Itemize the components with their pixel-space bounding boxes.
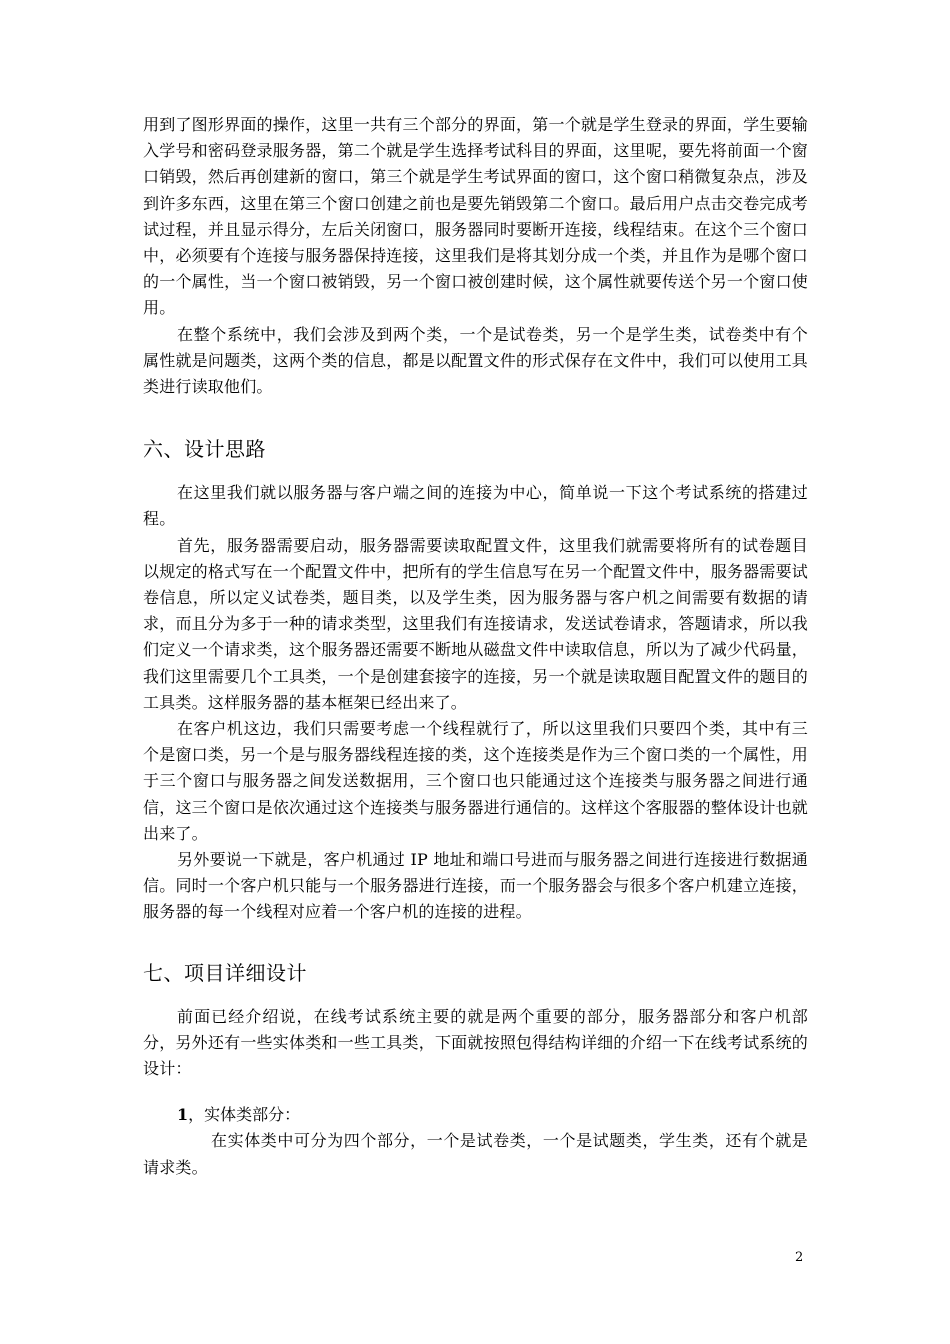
page-body — [143, 112, 808, 1181]
paragraph-detailed-intro: 前面已经介绍说，在线考试系统主要的就是两个重要的部分，服务器部分和客户机部分，另外还有一些实体类和一些工具类，下面就按照包得结构详细的介绍一下在线考试系统的设计： — [143, 1006, 808, 1079]
paragraph-design-intro: 在这里我们就以服务器与客户端之间的连接为中心，简单说一下这个考试系统的搭建过程。 — [143, 483, 808, 529]
paragraph-client-design: 在客户机这边，我们只需要考虑一个线程就行了，所以这里我们只要四个类，其中有三个是窗口类，另一个是与服务器线程连接的类，这个连接类是作为三个窗口类的一个属性，用于三个窗口与服务器之间发送数据用，三个窗口也只能通过这个连接类与服务器之间进行通信，这三个窗口是依次通过这个连接类与服务器进行通信的。这样这个客服器的整体设计也就出来了。 — [143, 719, 808, 843]
page-number: 2 — [795, 1250, 804, 1265]
subsection-title: ，实体类部分： — [188, 1105, 301, 1125]
paragraph-connection-note: 另外要说一下就是，客户机通过 IP 地址和端口号进而与服务器之间进行连接进行数据通信。同时一个客户机只能与一个服务器进行连接，而一个服务器会与很多个客户机建立连接，服务器的每一个线程对应着一个客户机的连接的进程。 — [143, 850, 808, 922]
paragraph-gui-windows: 用到了图形界面的操作，这里一共有三个部分的界面，第一个就是学生登录的界面，学生要输入学号和密码登录服务器，第二个就是学生选择考试科目的界面，这里呢，要先将前面一个窗口销毁，然后再创建新的窗口，第三个就是学生考试界面的窗口，这个窗口稍微复杂点，涉及到许多东西，这里在第三个窗口创建之前也是要先销毁第二个窗口。最后用户点击交卷完成考试过程，并且显示得分，左后关闭窗口，服务器同时要断开连接，线程结束。在这个三个窗口中，必须要有个连接与服务器保持连接，这里我们是将其划分成一个类，并且作为是哪个窗口的一个属性，当一个窗口被销毁，另一个窗口被创建时候，这个属性就要传送个另一个窗口使用。 — [143, 115, 808, 318]
section-heading-design-idea: 六、设计思路 — [143, 437, 266, 462]
paragraph-entity-classes: 在实体类中可分为四个部分，一个是试卷类，一个是试题类，学生类，还有个就是请求类。 — [143, 1131, 808, 1177]
paragraph-classes: 在整个系统中，我们会涉及到两个类，一个是试卷类，另一个是学生类，试卷类中有个属性就是问题类，这两个类的信息，都是以配置文件的形式保存在文件中，我们可以使用工具类进行读取他们。 — [143, 324, 808, 397]
subsection-number: 1 — [177, 1105, 189, 1125]
paragraph-server-design: 首先，服务器需要启动，服务器需要读取配置文件，这里我们就需要将所有的试卷题目以规定的格式写在一个配置文件中，把所有的学生信息写在另一个配置文件中，服务器需要试卷信息，所以定义试卷类，题目类，以及学生类，因为服务器与客户机之间需要有数据的请求，而且分为多于一种的请求类型，这里我们有连接请求，发送试卷请求，答题请求，所以我们定义一个请求类，这个服务器还需要不断地从磁盘文件中读取信息，所以为了减少代码量，我们这里需要几个工具类，一个是创建套接字的连接，另一个就是读取题目配置文件的题目的工具类。这样服务器的基本框架已经出来了。 — [143, 535, 808, 712]
subsection-entity-classes — [143, 1102, 808, 1128]
section-heading-detailed-design: 七、项目详细设计 — [143, 960, 307, 985]
